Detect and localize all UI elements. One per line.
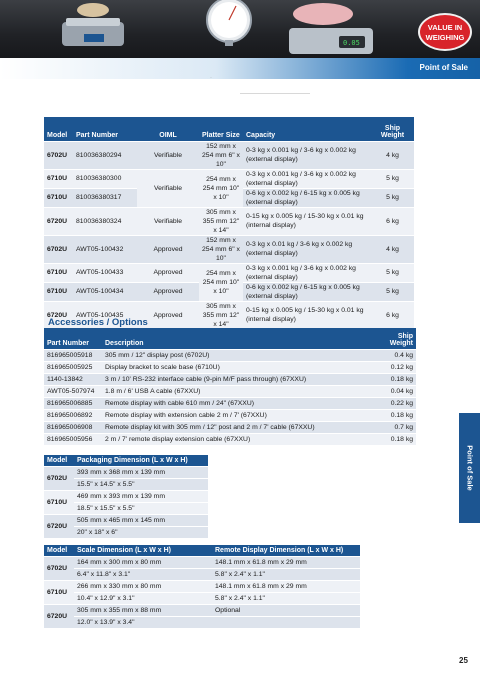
col-part-number: Part Number [73, 117, 137, 141]
platter-cell: 305 mm x 355 mm 12" x 14" [199, 207, 243, 235]
table-row [44, 466, 208, 478]
model-cell: 6720U [44, 604, 74, 628]
packaging-imperial: 18.5" x 15.5" x 5.5" [74, 502, 208, 514]
remote-imperial [212, 616, 360, 628]
table-header-row [44, 545, 360, 556]
table-row [44, 580, 360, 592]
part-cell: 810036380294 [73, 141, 137, 169]
table-row [44, 592, 360, 604]
packaging-metric: 469 mm x 393 mm x 139 mm [74, 490, 208, 502]
col-remote-display-dimension: Remote Display Dimension (L x W x H) [212, 545, 360, 556]
ship-cell: 0.4 kg [384, 349, 416, 361]
col-model: Model [44, 117, 73, 141]
ship-cell: 0.04 kg [384, 385, 416, 397]
table-row [44, 490, 208, 502]
scale-imperial: 12.0" x 13.9" x 3.4" [74, 616, 212, 628]
oiml-cell: Approved [137, 301, 199, 329]
packaging-table [44, 455, 208, 538]
part-cell: AWT05-100432 [73, 235, 137, 263]
col-capacity: Capacity [243, 117, 371, 141]
scale-imperial: 10.4" x 12.9" x 3.1" [74, 592, 212, 604]
model-cell: 6702U [44, 466, 74, 490]
table-row [44, 421, 416, 433]
description-cell: 3 m / 10' RS-232 interface cable (9-pin M/F pass through) (67XXU) [102, 373, 384, 385]
col-platter-size: Platter Size [199, 117, 243, 141]
description-cell: Remote display with extension cable 2 m / 7' (67XXU) [102, 409, 384, 421]
ship-cell: 0.18 kg [384, 433, 416, 445]
ship-cell: 5 kg [371, 263, 414, 282]
remote-imperial: 5.8" x 2.4" x 1.1" [212, 568, 360, 580]
ship-cell: 5 kg [371, 188, 414, 207]
ship-cell: 5 kg [371, 169, 414, 188]
scale-metric: 164 mm x 300 mm x 80 mm [74, 556, 212, 568]
col-model: Model [44, 545, 74, 556]
ship-cell: 0.18 kg [384, 409, 416, 421]
capacity-cell: 0-15 kg x 0.005 kg / 15-30 kg x 0.01 kg (internal display) [243, 301, 371, 329]
oiml-cell: Verifiable [137, 207, 199, 235]
capacity-cell: 0-3 kg x 0.001 kg / 3-6 kg x 0.002 kg (external display) [243, 169, 371, 188]
value-in-weighing-badge [418, 13, 472, 51]
side-tab [459, 413, 480, 523]
part-cell: AWT05-100434 [73, 282, 137, 301]
scale-imperial: 6.4" x 11.8" x 3.1" [74, 568, 212, 580]
accessories-table [44, 328, 416, 445]
table-row [44, 373, 416, 385]
ship-cell: 0.12 kg [384, 361, 416, 373]
part-cell: 810036380317 [73, 188, 137, 207]
table-header-row [44, 328, 416, 349]
description-cell: Display bracket to scale base (6710U) [102, 361, 384, 373]
capacity-cell: 0-6 kg x 0.002 kg / 6-15 kg x 0.005 kg (external display) [243, 282, 371, 301]
packaging-imperial: 15.5" x 14.5" x 5.5" [74, 478, 208, 490]
model-cell: 6702U [44, 556, 74, 580]
part-cell: 816965005956 [44, 433, 102, 445]
model-cell: 6710U [44, 580, 74, 604]
col-packaging-dimension: Packaging Dimension (L x W x H) [74, 455, 208, 466]
model-cell: 6710U [44, 169, 73, 188]
table-row [44, 235, 414, 263]
table-row [44, 361, 416, 373]
oiml-cell: Approved [137, 282, 199, 301]
table-header-row [44, 117, 414, 141]
capacity-cell: 0-3 kg x 0.001 kg / 3-6 kg x 0.002 kg (external display) [243, 263, 371, 282]
table-row [44, 141, 414, 169]
oiml-cell: Verifiable [137, 141, 199, 169]
ship-cell: 0.7 kg [384, 421, 416, 433]
table-row [44, 514, 208, 526]
capacity-cell: 0-3 kg x 0.001 kg / 3-6 kg x 0.002 kg (external display) [243, 141, 371, 169]
oiml-cell: Approved [137, 235, 199, 263]
table-row [44, 568, 360, 580]
capacity-cell: 0-6 kg x 0.002 kg / 6-15 kg x 0.005 kg (external display) [243, 188, 371, 207]
badge-line-2: WEIGHING [425, 33, 465, 42]
table-row [44, 169, 414, 188]
ship-cell: 0.22 kg [384, 397, 416, 409]
platter-cell: 305 mm x 355 mm 12" x 14" [199, 301, 243, 329]
table-row [44, 604, 360, 616]
table-row [44, 409, 416, 421]
table-row [44, 349, 416, 361]
section-bar [0, 58, 480, 79]
ship-cell: 4 kg [371, 141, 414, 169]
side-tab-label: Point of Sale [465, 445, 474, 491]
remote-metric: Optional [212, 604, 360, 616]
col-ship-weight: Ship Weight [371, 117, 414, 141]
platter-cell: 152 mm x 254 mm 6" x 10" [199, 141, 243, 169]
stray-dot: · [210, 75, 212, 81]
part-cell: AWT05-507974 [44, 385, 102, 397]
model-cell: 6710U [44, 263, 73, 282]
display-reading: 0.05 [343, 39, 360, 47]
table-row [44, 556, 360, 568]
model-cell: 6720U [44, 207, 73, 235]
scale-dimensions-table [44, 545, 360, 628]
col-oiml: OIML [137, 117, 199, 141]
ship-cell: 4 kg [371, 235, 414, 263]
scale-metric: 305 mm x 355 mm x 88 mm [74, 604, 212, 616]
page-number: 25 [459, 656, 468, 665]
table-row [44, 616, 360, 628]
col-ship-weight: Ship Weight [384, 328, 416, 349]
ship-cell: 6 kg [371, 301, 414, 329]
model-cell: 6710U [44, 188, 73, 207]
accessories-title: Accessories / Options [48, 317, 148, 328]
table-row [44, 397, 416, 409]
part-cell: 816965006885 [44, 397, 102, 409]
description-cell: 2 m / 7' remote display extension cable (67XXU) [102, 433, 384, 445]
model-cell: 6710U [44, 282, 73, 301]
part-cell: 816965005925 [44, 361, 102, 373]
capacity-cell: 0-15 kg x 0.005 kg / 15-30 kg x 0.01 kg (internal display) [243, 207, 371, 235]
table-row [44, 263, 414, 282]
divider [240, 93, 310, 94]
packaging-metric: 393 mm x 368 mm x 139 mm [74, 466, 208, 478]
part-cell: 1140-13842 [44, 373, 102, 385]
table-row [44, 433, 416, 445]
part-cell: AWT05-100433 [73, 263, 137, 282]
col-description: Description [102, 328, 384, 349]
remote-metric: 148.1 mm x 61.8 mm x 29 mm [212, 556, 360, 568]
capacity-cell: 0-3 kg x 0.01 kg / 3-6 kg x 0.002 kg (external display) [243, 235, 371, 263]
header-banner [0, 0, 480, 58]
countertop-scale-image [283, 0, 375, 56]
oiml-cell: Verifiable [137, 169, 199, 207]
description-cell: Remote display kit with 305 mm / 12" post and 2 m / 7' cable (67XXU) [102, 421, 384, 433]
oiml-cell: Approved [137, 263, 199, 282]
packaging-imperial: 20" x 18" x 6" [74, 526, 208, 538]
platter-cell: 152 mm x 254 mm 6" x 10" [199, 235, 243, 263]
col-model: Model [44, 455, 74, 466]
part-cell: 816965005918 [44, 349, 102, 361]
table-row [44, 385, 416, 397]
col-part-number: Part Number [44, 328, 102, 349]
model-cell: 6702U [44, 235, 73, 263]
part-cell: 810036380300 [73, 169, 137, 188]
ship-cell: 6 kg [371, 207, 414, 235]
remote-metric: 148.1 mm x 61.8 mm x 29 mm [212, 580, 360, 592]
table-header-row [44, 455, 208, 466]
model-cell: 6702U [44, 141, 73, 169]
bench-scale-image [58, 0, 128, 50]
ship-cell: 5 kg [371, 282, 414, 301]
model-cell: 6720U [44, 514, 74, 538]
col-scale-dimension: Scale Dimension (L x W x H) [74, 545, 212, 556]
platter-cell: 254 mm x 254 mm 10" x 10" [199, 169, 243, 207]
table-row [44, 207, 414, 235]
part-cell: 810036380324 [73, 207, 137, 235]
models-table [44, 117, 414, 329]
platter-cell: 254 mm x 254 mm 10" x 10" [199, 263, 243, 301]
part-cell: 816965006908 [44, 421, 102, 433]
scale-metric: 266 mm x 330 mm x 80 mm [74, 580, 212, 592]
description-cell: 305 mm / 12" display post (6702U) [102, 349, 384, 361]
badge-line-1: VALUE IN [427, 23, 463, 32]
section-label: Point of Sale [419, 63, 468, 72]
packaging-metric: 505 mm x 465 mm x 145 mm [74, 514, 208, 526]
dial-scale-image [196, 0, 262, 46]
model-cell: 6710U [44, 490, 74, 514]
part-cell: 816965006892 [44, 409, 102, 421]
model-cell: 6720U [44, 301, 73, 329]
ship-cell: 0.18 kg [384, 373, 416, 385]
description-cell: Remote display with cable 610 mm / 24" (67XXU) [102, 397, 384, 409]
part-cell: AWT05-100435 [73, 301, 137, 329]
description-cell: 1.8 m / 6' USB A cable (67XXU) [102, 385, 384, 397]
remote-imperial: 5.8" x 2.4" x 1.1" [212, 592, 360, 604]
